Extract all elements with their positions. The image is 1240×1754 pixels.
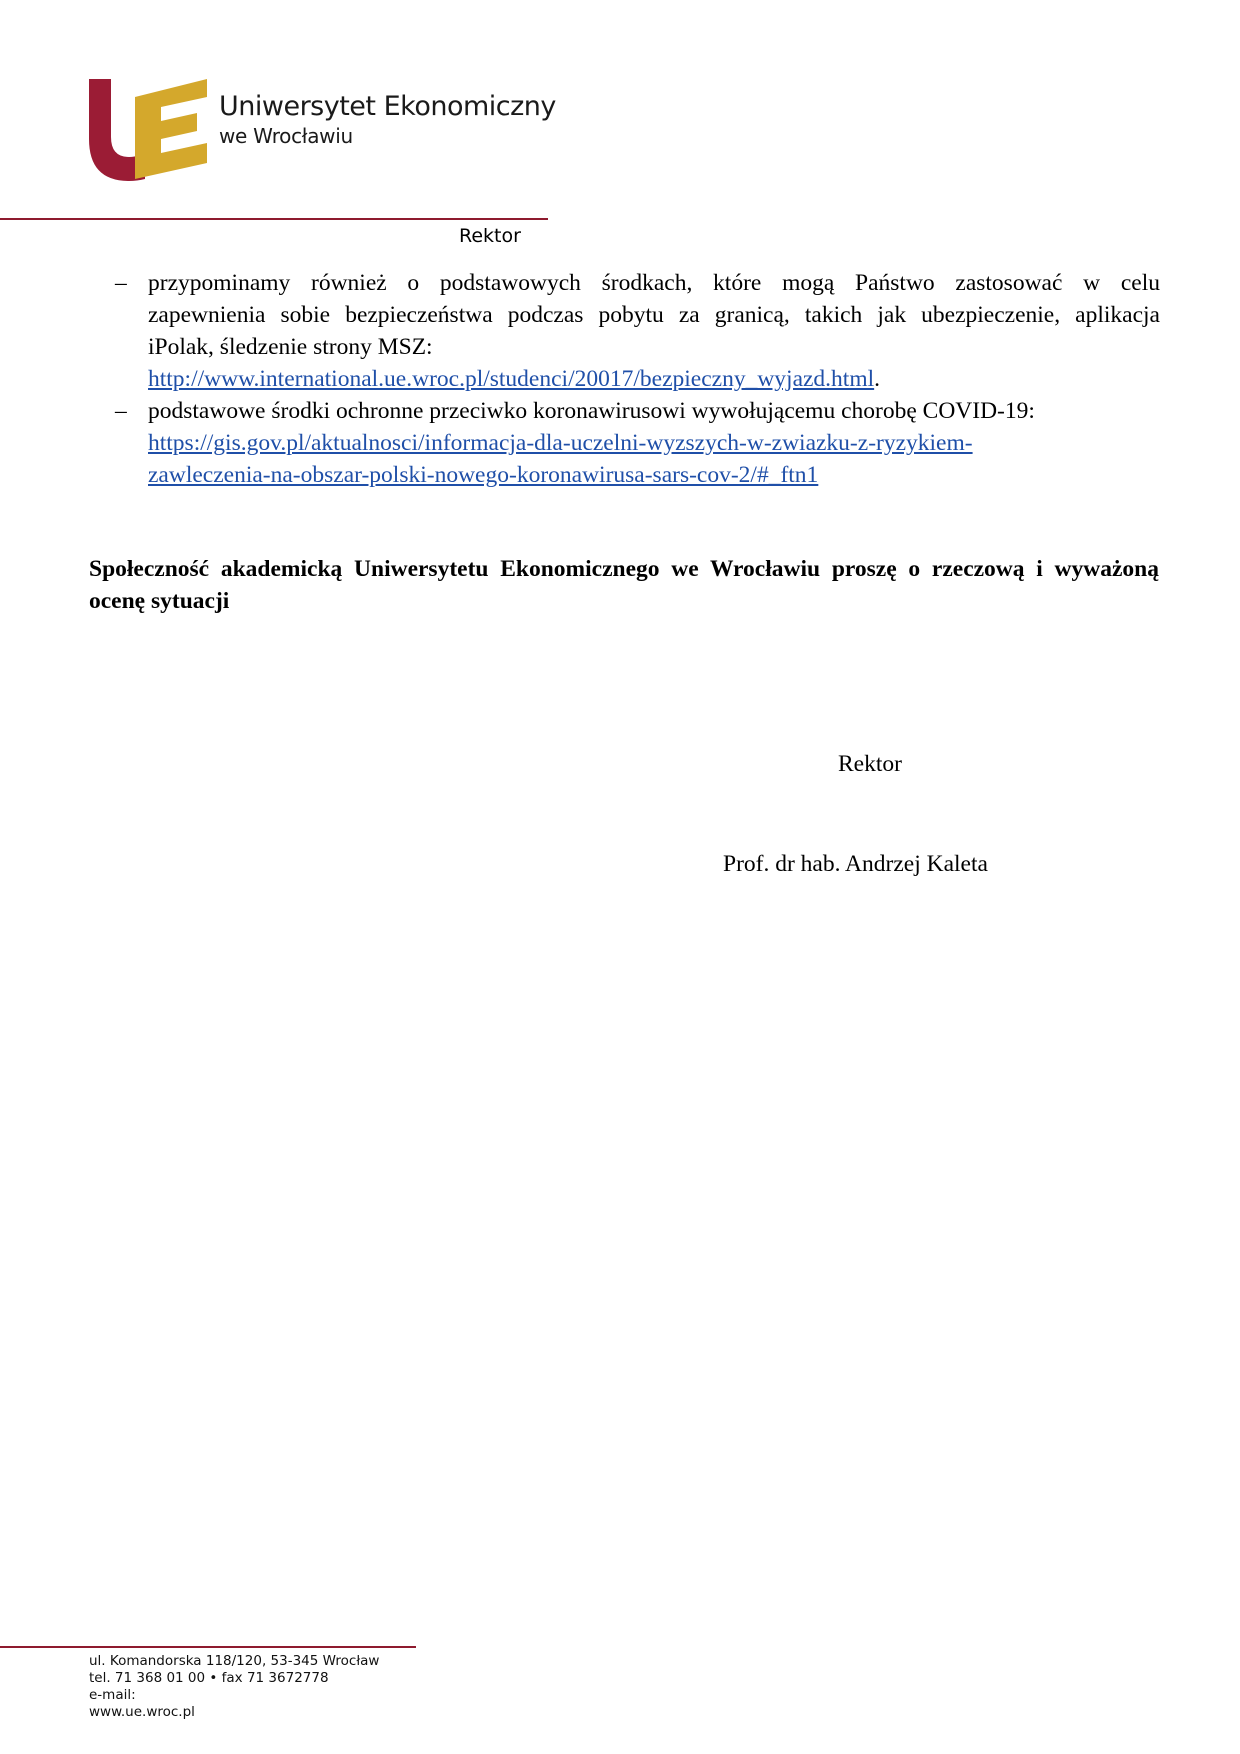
period: . bbox=[874, 366, 881, 392]
closing-line: ocenę sytuacji bbox=[89, 588, 230, 614]
international-safety-link[interactable]: http://www.international.ue.wroc.pl/studenci/20017/bezpieczny_wyjazd.html bbox=[148, 366, 875, 392]
bullet-text-line: przypominamy również o podstawowych środkach, które mogą Państwo zastosować w celu bbox=[148, 270, 1160, 296]
bullet-dash: – bbox=[115, 398, 127, 424]
footer-email: e-mail: bbox=[89, 1687, 136, 1703]
list-item bbox=[115, 395, 1160, 491]
university-name: Uniwersytet Ekonomiczny bbox=[219, 91, 556, 122]
footer bbox=[89, 1653, 379, 1721]
header-role: Rektor bbox=[459, 225, 521, 247]
footer-website: www.ue.wroc.pl bbox=[89, 1704, 195, 1720]
bullet-text-line: iPolak, śledzenie strony MSZ: bbox=[148, 334, 433, 360]
signature-name: Prof. dr hab. Andrzej Kaleta bbox=[723, 851, 988, 877]
signature-role: Rektor bbox=[838, 751, 902, 777]
bullet-link-line bbox=[148, 363, 1160, 395]
footer-phone: tel. 71 368 01 00 • fax 71 3672778 bbox=[89, 1670, 329, 1686]
bullet-list bbox=[115, 267, 1160, 491]
bullet-text-line: podstawowe środki ochronne przeciwko koronawirusowi wywołującemu chorobę COVID-19: bbox=[148, 398, 1035, 424]
university-city: we Wrocławiu bbox=[219, 124, 353, 148]
footer-address: ul. Komandorska 118/120, 53-345 Wrocław bbox=[89, 1653, 380, 1669]
closing-statement bbox=[89, 553, 1159, 617]
header-rule bbox=[0, 218, 548, 220]
list-item bbox=[115, 267, 1160, 395]
gis-info-link[interactable]: https://gis.gov.pl/aktualnosci/informacja-dla-uczelni-wyzszych-w-zwiazku-z-ryzykiem- bbox=[148, 430, 973, 456]
bullet-dash: – bbox=[115, 270, 127, 296]
footer-rule bbox=[0, 1646, 416, 1648]
closing-line: Społeczność akademicką Uniwersytetu Ekonomicznego we Wrocławiu proszę o rzeczową i wyważoną bbox=[89, 556, 1159, 582]
gis-info-link-continued[interactable]: zawleczenia-na-obszar-polski-nowego-koronawirusa-sars-cov-2/#_ftn1 bbox=[148, 462, 819, 488]
university-logo bbox=[89, 79, 207, 181]
bullet-text-line: zapewnienia sobie bezpieczeństwa podczas pobytu za granicą, takich jak ubezpieczenie, aplikacja bbox=[148, 302, 1160, 328]
